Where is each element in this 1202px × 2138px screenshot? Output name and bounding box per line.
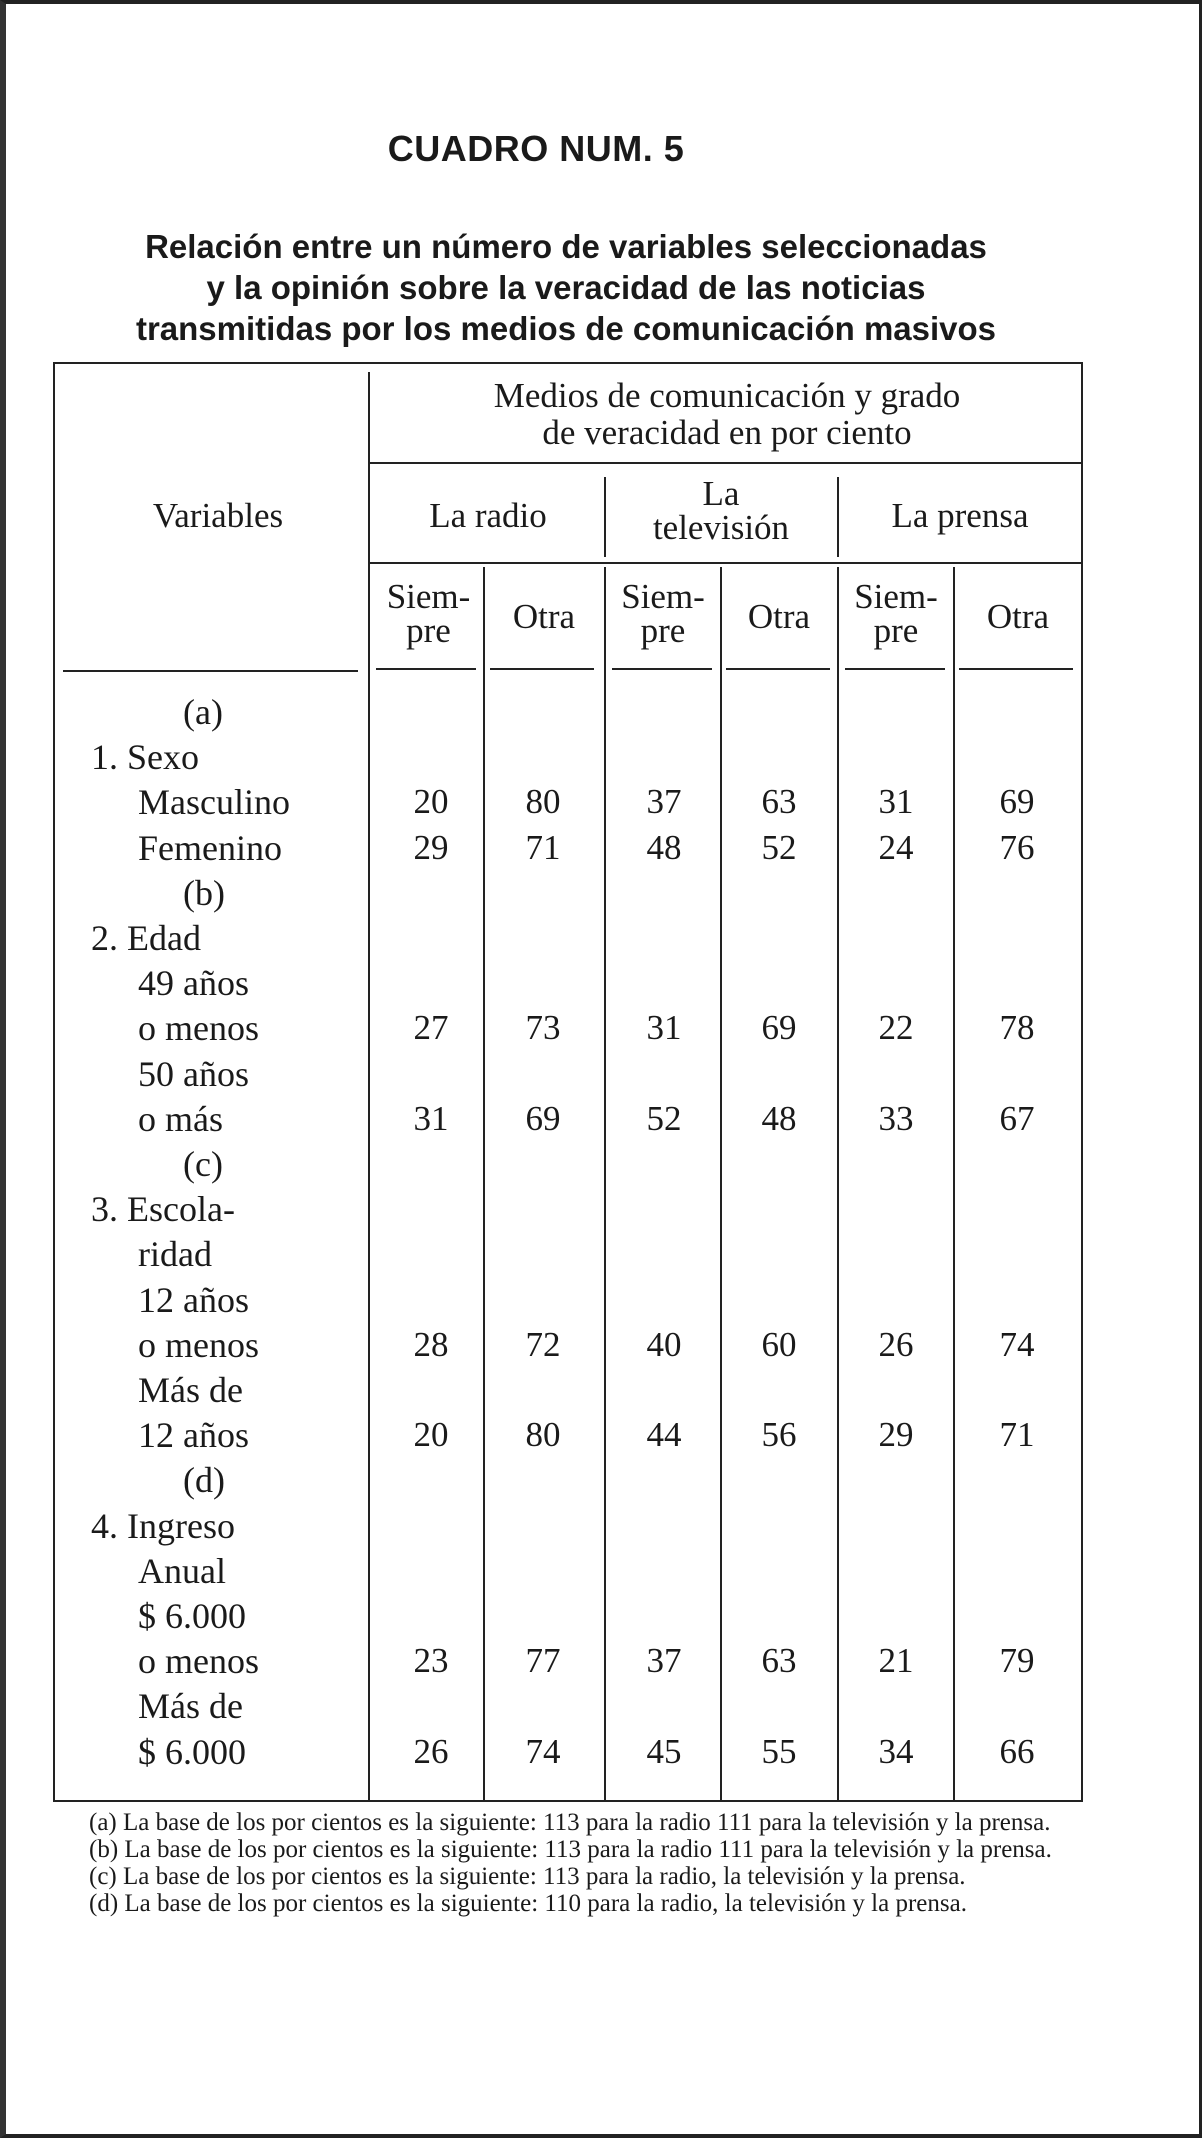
row-label: $ 6.000: [138, 1596, 246, 1636]
table-cell: 52: [761, 827, 797, 867]
table-cell: 44: [646, 1415, 682, 1455]
table-cell: 74: [999, 1324, 1035, 1364]
row-label: (c): [183, 1144, 223, 1184]
row-label: 12 años: [138, 1415, 249, 1456]
row-label: 49 años: [138, 963, 249, 1004]
table-cell: 71: [525, 827, 561, 867]
group-header-line: Medios de comunicación y grado: [493, 376, 961, 415]
table-cell: 37: [646, 782, 682, 822]
table-cell: 29: [413, 827, 449, 867]
caption-line: Relación entre un número de variables seleccionadas: [145, 228, 987, 265]
table-cell: 27: [413, 1008, 449, 1048]
subheader-siempre: [376, 577, 481, 650]
footnote: (d) La base de los por cientos es la siguiente: 110 para la radio, la televisión y la prensa.: [89, 1890, 967, 1917]
table-cell: 20: [413, 782, 449, 822]
row-label: 50 años: [138, 1053, 249, 1094]
table-cell: 72: [525, 1324, 561, 1364]
row-label: (d): [183, 1460, 225, 1501]
column-rule: [604, 567, 606, 1802]
table-cell: 73: [525, 1008, 561, 1048]
table-cell: 71: [999, 1415, 1035, 1455]
table-cell: 80: [525, 782, 561, 822]
table-cell: 69: [999, 782, 1035, 822]
subheader-rule: [959, 668, 1073, 670]
table-top-rule: [53, 362, 1083, 364]
table-right-rule: [1081, 362, 1083, 1802]
subheader-line: Siem-: [621, 577, 705, 616]
subheader-line: pre: [873, 611, 919, 650]
media-header-radio: La radio: [429, 496, 547, 535]
variables-header-rule: [63, 670, 358, 672]
media-header-line: La: [702, 474, 740, 513]
table-cell: 31: [413, 1098, 449, 1138]
subheader-rule: [845, 668, 945, 670]
table-cell: 26: [413, 1731, 449, 1771]
subheader-siempre: [840, 577, 952, 650]
column-rule: [483, 567, 485, 1802]
table-cell: 48: [646, 827, 682, 867]
table-cell: 76: [999, 827, 1035, 867]
subheader-line: pre: [406, 611, 451, 650]
media-header-rule: [368, 562, 1081, 564]
table-cell: 24: [878, 827, 914, 867]
row-label: 4. Ingreso: [91, 1505, 235, 1546]
column-rule: [953, 567, 955, 1802]
row-label: o menos: [138, 1641, 259, 1682]
group-header-line: de veracidad en por ciento: [542, 413, 912, 452]
media-header-television: [606, 474, 836, 547]
subheader-otra: Otra: [747, 597, 811, 636]
table-cell: 22: [878, 1008, 914, 1048]
table-cell: 52: [646, 1098, 682, 1138]
table-cell: 74: [525, 1731, 561, 1771]
table-cell: 48: [761, 1098, 797, 1138]
table-cell: 37: [646, 1641, 682, 1681]
media-header-press: La prensa: [891, 496, 1029, 535]
caption-line: transmitidas por los medios de comunicación masivos: [135, 310, 997, 347]
group-header-rule: [368, 462, 1081, 464]
table-cell: 66: [999, 1731, 1035, 1771]
footnote: (a) La base de los por cientos es la siguiente: 113 para la radio 111 para la televisión y la prensa.: [89, 1809, 1051, 1836]
row-label: Anual: [138, 1550, 226, 1591]
subheader-line: pre: [640, 611, 686, 650]
table-cell: 45: [646, 1731, 682, 1771]
table-cell: 77: [525, 1641, 561, 1681]
table-cell: 55: [761, 1731, 797, 1771]
table-left-rule: [53, 362, 55, 1802]
table-cell: 26: [878, 1324, 914, 1364]
row-label: 2. Edad: [91, 918, 201, 958]
table-cell: 78: [999, 1008, 1035, 1048]
table-cell: 23: [413, 1641, 449, 1681]
data-table: [53, 362, 1083, 1802]
table-cell: 31: [878, 782, 914, 822]
row-label: o menos: [138, 1008, 259, 1049]
row-label: (b): [183, 872, 225, 913]
subheader-siempre: [608, 577, 718, 650]
subheader-line: Siem-: [854, 577, 938, 616]
row-label: Más de: [138, 1370, 243, 1410]
row-label: Femenino: [138, 827, 282, 868]
table-cell: 29: [878, 1415, 914, 1455]
row-label: 3. Escola-: [91, 1189, 235, 1230]
table-cell: 28: [413, 1324, 449, 1364]
row-label: Masculino: [138, 782, 290, 823]
table-caption: [66, 226, 1066, 349]
table-bottom-rule: [53, 1800, 1083, 1802]
table-cell: 67: [999, 1098, 1035, 1138]
table-cell: 63: [761, 1641, 797, 1681]
table-cell: 80: [525, 1415, 561, 1455]
table-cell: 31: [646, 1008, 682, 1048]
subheader-rule: [376, 668, 476, 670]
page-title: CUADRO NUM. 5: [387, 128, 685, 169]
row-label: $ 6.000: [138, 1731, 246, 1772]
row-label: (a): [183, 692, 223, 732]
variables-header: Variables: [152, 496, 284, 535]
subheader-line: Siem-: [386, 577, 471, 616]
table-cell: 34: [878, 1731, 914, 1771]
media-header-line: televisión: [652, 508, 790, 547]
row-label: ridad: [138, 1234, 212, 1275]
row-label: o menos: [138, 1324, 259, 1365]
table-cell: 33: [878, 1098, 914, 1138]
variables-column-rule: [368, 372, 370, 1802]
row-label: 12 años: [138, 1279, 249, 1320]
table-cell: 40: [646, 1324, 682, 1364]
table-cell: 69: [525, 1098, 561, 1138]
column-rule: [837, 567, 839, 1802]
footnotes: [61, 1809, 1091, 1917]
subheader-otra: Otra: [512, 597, 576, 636]
footnote: (c) La base de los por cientos es la siguiente: 113 para la radio, la televisión y la prensa.: [89, 1863, 966, 1890]
column-rule: [720, 567, 722, 1802]
table-cell: 60: [761, 1324, 797, 1364]
caption-line: y la opinión sobre la veracidad de las noticias: [206, 269, 926, 306]
row-label: Más de: [138, 1686, 243, 1727]
table-cell: 63: [761, 782, 797, 822]
row-label: 1. Sexo: [91, 737, 199, 778]
table-cell: 21: [878, 1641, 914, 1681]
table-cell: 20: [413, 1415, 449, 1455]
footnote: (b) La base de los por cientos es la siguiente: 113 para la radio 111 para la televisión y la prensa.: [89, 1836, 1052, 1863]
subheader-rule: [726, 668, 830, 670]
table-cell: 69: [761, 1008, 797, 1048]
table-cell: 56: [761, 1415, 797, 1455]
group-header: [373, 377, 1081, 451]
subheader-otra: Otra: [986, 597, 1050, 636]
subheader-rule: [490, 668, 594, 670]
table-cell: 79: [999, 1641, 1035, 1681]
row-label: o más: [138, 1098, 223, 1139]
subheader-rule: [612, 668, 712, 670]
